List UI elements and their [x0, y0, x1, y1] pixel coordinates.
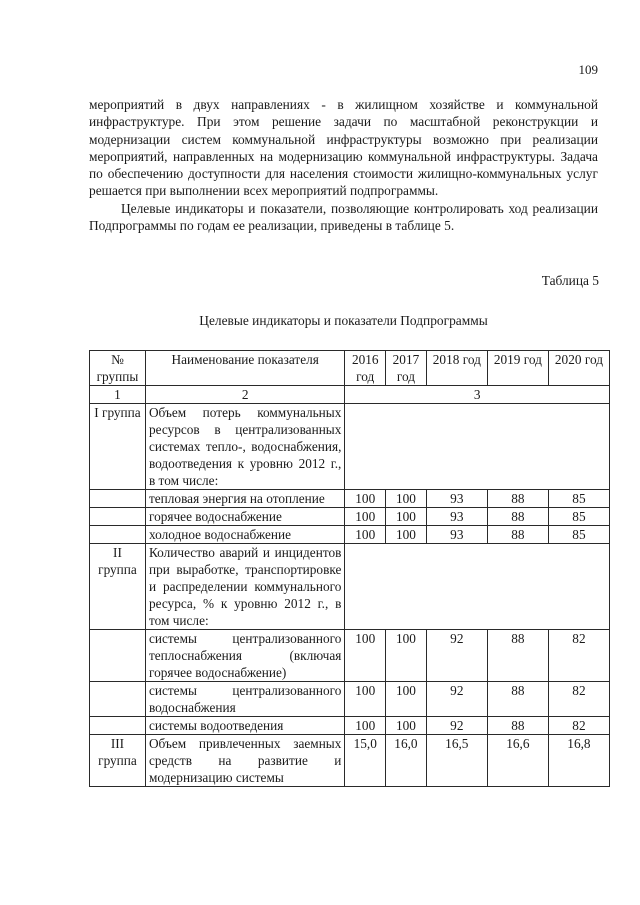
paragraph-2: Целевые индикаторы и показатели, позволяющие контролировать ход реализации Подпрограммы по годам ее реализации, приведены в таблице 5.: [89, 200, 598, 234]
group-label: III группа: [90, 735, 146, 787]
group-label: I группа: [90, 404, 146, 490]
group-title: Объем потерь коммунальных ресурсов в централизованных системах тепло-, водоснабжения, водоотведения к уровню 2012 г., в том числе:: [145, 404, 344, 490]
value-2019: 88: [487, 508, 548, 526]
table-caption: Таблица 5: [541, 273, 599, 288]
value-2018: 93: [426, 508, 487, 526]
indicator-name: холодное водоснабжение: [145, 526, 344, 544]
table-row: [90, 490, 610, 508]
value-2016: 100: [345, 490, 386, 508]
value-2016: 100: [345, 717, 386, 735]
indicator-name: системы централизованного теплоснабжения (включая горячее водоснабжение): [145, 630, 344, 682]
value-2018: 16,5: [426, 735, 487, 787]
empty-values-cell: [345, 544, 610, 630]
value-2019: 88: [487, 630, 548, 682]
value-2017: 100: [386, 526, 427, 544]
table-row: [90, 682, 610, 717]
header-indicator-name: Наименование показателя: [145, 351, 344, 386]
value-2016: 100: [345, 682, 386, 717]
value-2016: 100: [345, 630, 386, 682]
table-header-row: [90, 351, 610, 386]
value-2016: 15,0: [345, 735, 386, 787]
table-row: [90, 508, 610, 526]
header-group-number: № группы: [90, 351, 146, 386]
header-year-2018: 2018 год: [426, 351, 487, 386]
numbering-col-1: 1: [90, 386, 146, 404]
header-year-2019: 2019 год: [487, 351, 548, 386]
table-row: [90, 717, 610, 735]
table-title: Целевые индикаторы и показатели Подпрограммы: [199, 313, 488, 328]
table-row: [90, 630, 610, 682]
value-2017: 100: [386, 717, 427, 735]
value-2016: 100: [345, 508, 386, 526]
value-2017: 100: [386, 630, 427, 682]
value-2019: 88: [487, 490, 548, 508]
header-year-2017: 2017 год: [386, 351, 427, 386]
table-row: [90, 526, 610, 544]
value-2020: 85: [548, 490, 609, 508]
page-number: 109: [578, 62, 598, 77]
indicator-name: тепловая энергия на отопление: [145, 490, 344, 508]
header-year-2020: 2020 год: [548, 351, 609, 386]
empty-group-cell: [90, 526, 146, 544]
value-2018: 92: [426, 717, 487, 735]
group-title-row: [90, 404, 610, 490]
indicator-name: горячее водоснабжение: [145, 508, 344, 526]
numbering-row: [90, 386, 610, 404]
indicator-name: системы централизованного водоснабжения: [145, 682, 344, 717]
value-2019: 16,6: [487, 735, 548, 787]
value-2017: 100: [386, 490, 427, 508]
empty-values-cell: [345, 404, 610, 490]
value-2020: 85: [548, 508, 609, 526]
value-2020: 82: [548, 630, 609, 682]
group-title: Количество аварий и инцидентов при выработке, транспортировке и распределении коммунального ресурса, % к уровню 2012 г., в том числе:: [145, 544, 344, 630]
body-text: [89, 96, 598, 234]
empty-group-cell: [90, 508, 146, 526]
empty-group-cell: [90, 682, 146, 717]
empty-group-cell: [90, 490, 146, 508]
group-title: Объем привлеченных заемных средств на развитие и модернизацию системы: [145, 735, 344, 787]
indicator-name: системы водоотведения: [145, 717, 344, 735]
value-2020: 82: [548, 717, 609, 735]
paragraph-1: мероприятий в двух направлениях - в жилищном хозяйстве и коммунальной инфраструктуре. При этом решение задачи по масштабной реконструкции и модернизации систем коммунальной инфраструктуры возможно при реализации мероприятий, направленных на модернизацию коммунальной инфраструктуры. Задача по обеспечению доступности для населения стоимости жилищно-коммунальных услуг решается при выполнении всех мероприятий подпрограммы.: [89, 97, 598, 199]
empty-group-cell: [90, 630, 146, 682]
value-2020: 82: [548, 682, 609, 717]
value-2017: 16,0: [386, 735, 427, 787]
numbering-col-3: 3: [345, 386, 610, 404]
value-2019: 88: [487, 717, 548, 735]
value-2018: 93: [426, 526, 487, 544]
value-2017: 100: [386, 682, 427, 717]
empty-group-cell: [90, 717, 146, 735]
value-2019: 88: [487, 526, 548, 544]
value-2018: 92: [426, 682, 487, 717]
value-2017: 100: [386, 508, 427, 526]
value-2019: 88: [487, 682, 548, 717]
value-2020: 85: [548, 526, 609, 544]
value-2018: 93: [426, 490, 487, 508]
group-title-row: [90, 735, 610, 787]
numbering-col-2: 2: [145, 386, 344, 404]
group-title-row: [90, 544, 610, 630]
indicators-table: [89, 350, 610, 787]
value-2018: 92: [426, 630, 487, 682]
group-label: II группа: [90, 544, 146, 630]
value-2020: 16,8: [548, 735, 609, 787]
value-2016: 100: [345, 526, 386, 544]
header-year-2016: 2016 год: [345, 351, 386, 386]
